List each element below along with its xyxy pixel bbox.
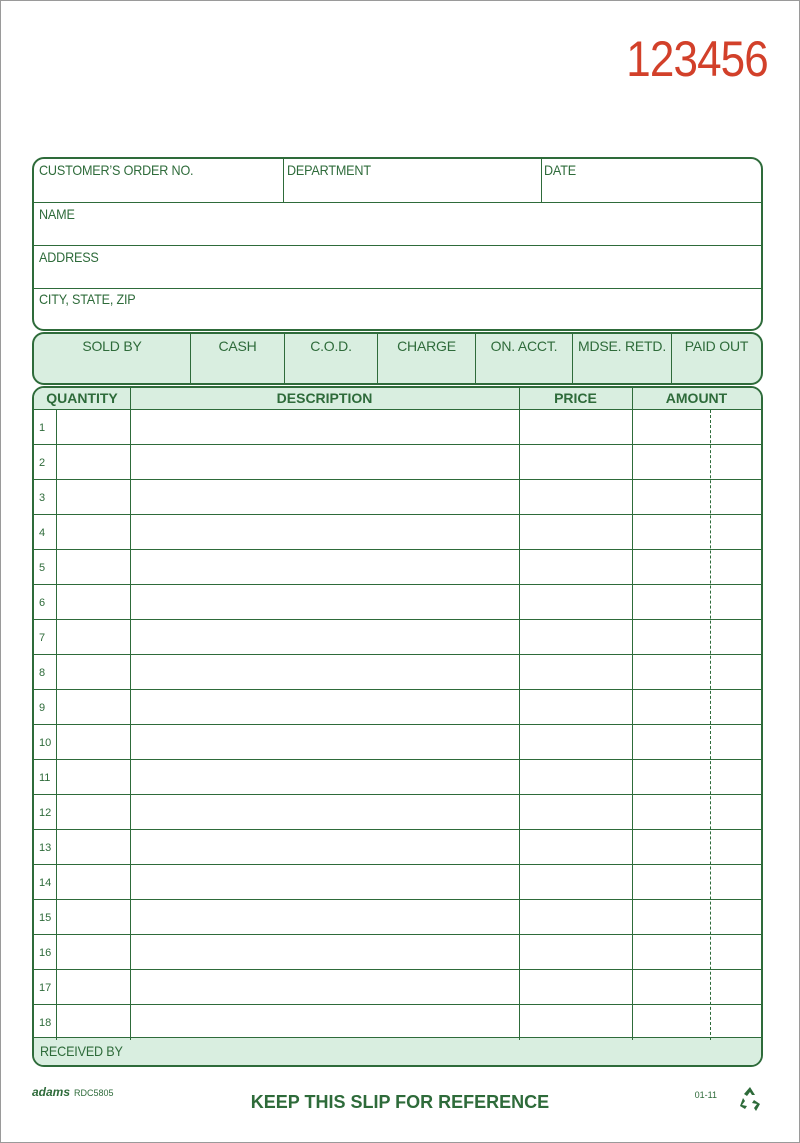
received-by-label: RECEIVED BY: [40, 1043, 123, 1059]
received-by-row: [34, 1037, 761, 1065]
table-row: [34, 1005, 761, 1040]
city-state-zip-label: CITY, STATE, ZIP: [39, 291, 136, 307]
payment-cell-charge: [378, 334, 475, 383]
row-number: 1: [39, 422, 46, 434]
customer-info-block: [32, 157, 763, 331]
department-label: DEPARTMENT: [287, 162, 371, 178]
row-number: 6: [39, 597, 46, 609]
table-row: [34, 620, 761, 655]
payment-label: ON. ACCT.: [490, 338, 558, 354]
divider: [283, 159, 284, 202]
table-row: [34, 480, 761, 515]
quantity-header: QUANTITY: [46, 390, 118, 406]
row-number: 12: [39, 807, 52, 819]
payment-label: MDSE. RETD.: [577, 338, 667, 354]
divider: [34, 288, 761, 289]
amount-header: AMOUNT: [665, 390, 728, 406]
row-number: 17: [39, 982, 52, 994]
line-items-table: [32, 386, 763, 1067]
payment-cell-cash: [191, 334, 284, 383]
row-number: 7: [39, 632, 46, 644]
table-row: [34, 935, 761, 970]
divider: [34, 245, 761, 246]
customer-order-no-label: CUSTOMER’S ORDER NO.: [39, 162, 194, 178]
row-number: 3: [39, 492, 46, 504]
version-code: 01-11: [694, 1090, 717, 1100]
table-row: [34, 760, 761, 795]
payment-label: C.O.D.: [310, 338, 352, 354]
table-header: [34, 388, 761, 410]
divider: [541, 159, 542, 202]
table-row: [34, 725, 761, 760]
row-number: 11: [39, 772, 51, 784]
payment-cell-paid-out: [672, 334, 761, 383]
table-row: [34, 900, 761, 935]
payment-label: CHARGE: [397, 338, 456, 354]
address-label: ADDRESS: [39, 249, 99, 265]
table-row: [34, 830, 761, 865]
row-number: 9: [39, 702, 46, 714]
row-number: 18: [39, 1017, 52, 1029]
row-number: 16: [39, 947, 52, 959]
product-code: RDC5805: [74, 1088, 114, 1098]
serial-number: 123456: [626, 31, 768, 87]
row-number: 5: [39, 562, 46, 574]
price-header: PRICE: [554, 390, 597, 406]
table-row: [34, 690, 761, 725]
table-row: [34, 795, 761, 830]
table-row: [34, 585, 761, 620]
row-number: 10: [39, 737, 52, 749]
payment-label: CASH: [218, 338, 257, 354]
name-label: NAME: [39, 206, 75, 222]
payment-label: PAID OUT: [684, 338, 749, 354]
reference-notice: KEEP THIS SLIP FOR REFERENCE: [250, 1092, 550, 1112]
payment-label: SOLD BY: [82, 338, 142, 354]
divider: [34, 202, 761, 203]
payment-cell-mdse-retd: [573, 334, 671, 383]
payment-cell-sold-by: [34, 334, 190, 383]
row-number: 8: [39, 667, 46, 679]
row-number: 13: [39, 842, 52, 854]
table-row: [34, 410, 761, 445]
table-row: [34, 655, 761, 690]
date-label: DATE: [544, 162, 576, 178]
table-row: [34, 865, 761, 900]
table-row: [34, 550, 761, 585]
row-number: 15: [39, 912, 52, 924]
brand-logo: adams: [32, 1085, 71, 1099]
payment-type-strip: [32, 332, 763, 385]
table-row: [34, 970, 761, 1005]
payment-cell-on-acct: [476, 334, 572, 383]
row-number: 4: [39, 527, 46, 539]
row-number: 14: [39, 877, 52, 889]
table-row: [34, 445, 761, 480]
description-header: DESCRIPTION: [276, 390, 373, 406]
table-row: [34, 515, 761, 550]
recycle-icon: [735, 1084, 765, 1114]
row-number: 2: [39, 457, 46, 469]
payment-cell-cod: [285, 334, 377, 383]
